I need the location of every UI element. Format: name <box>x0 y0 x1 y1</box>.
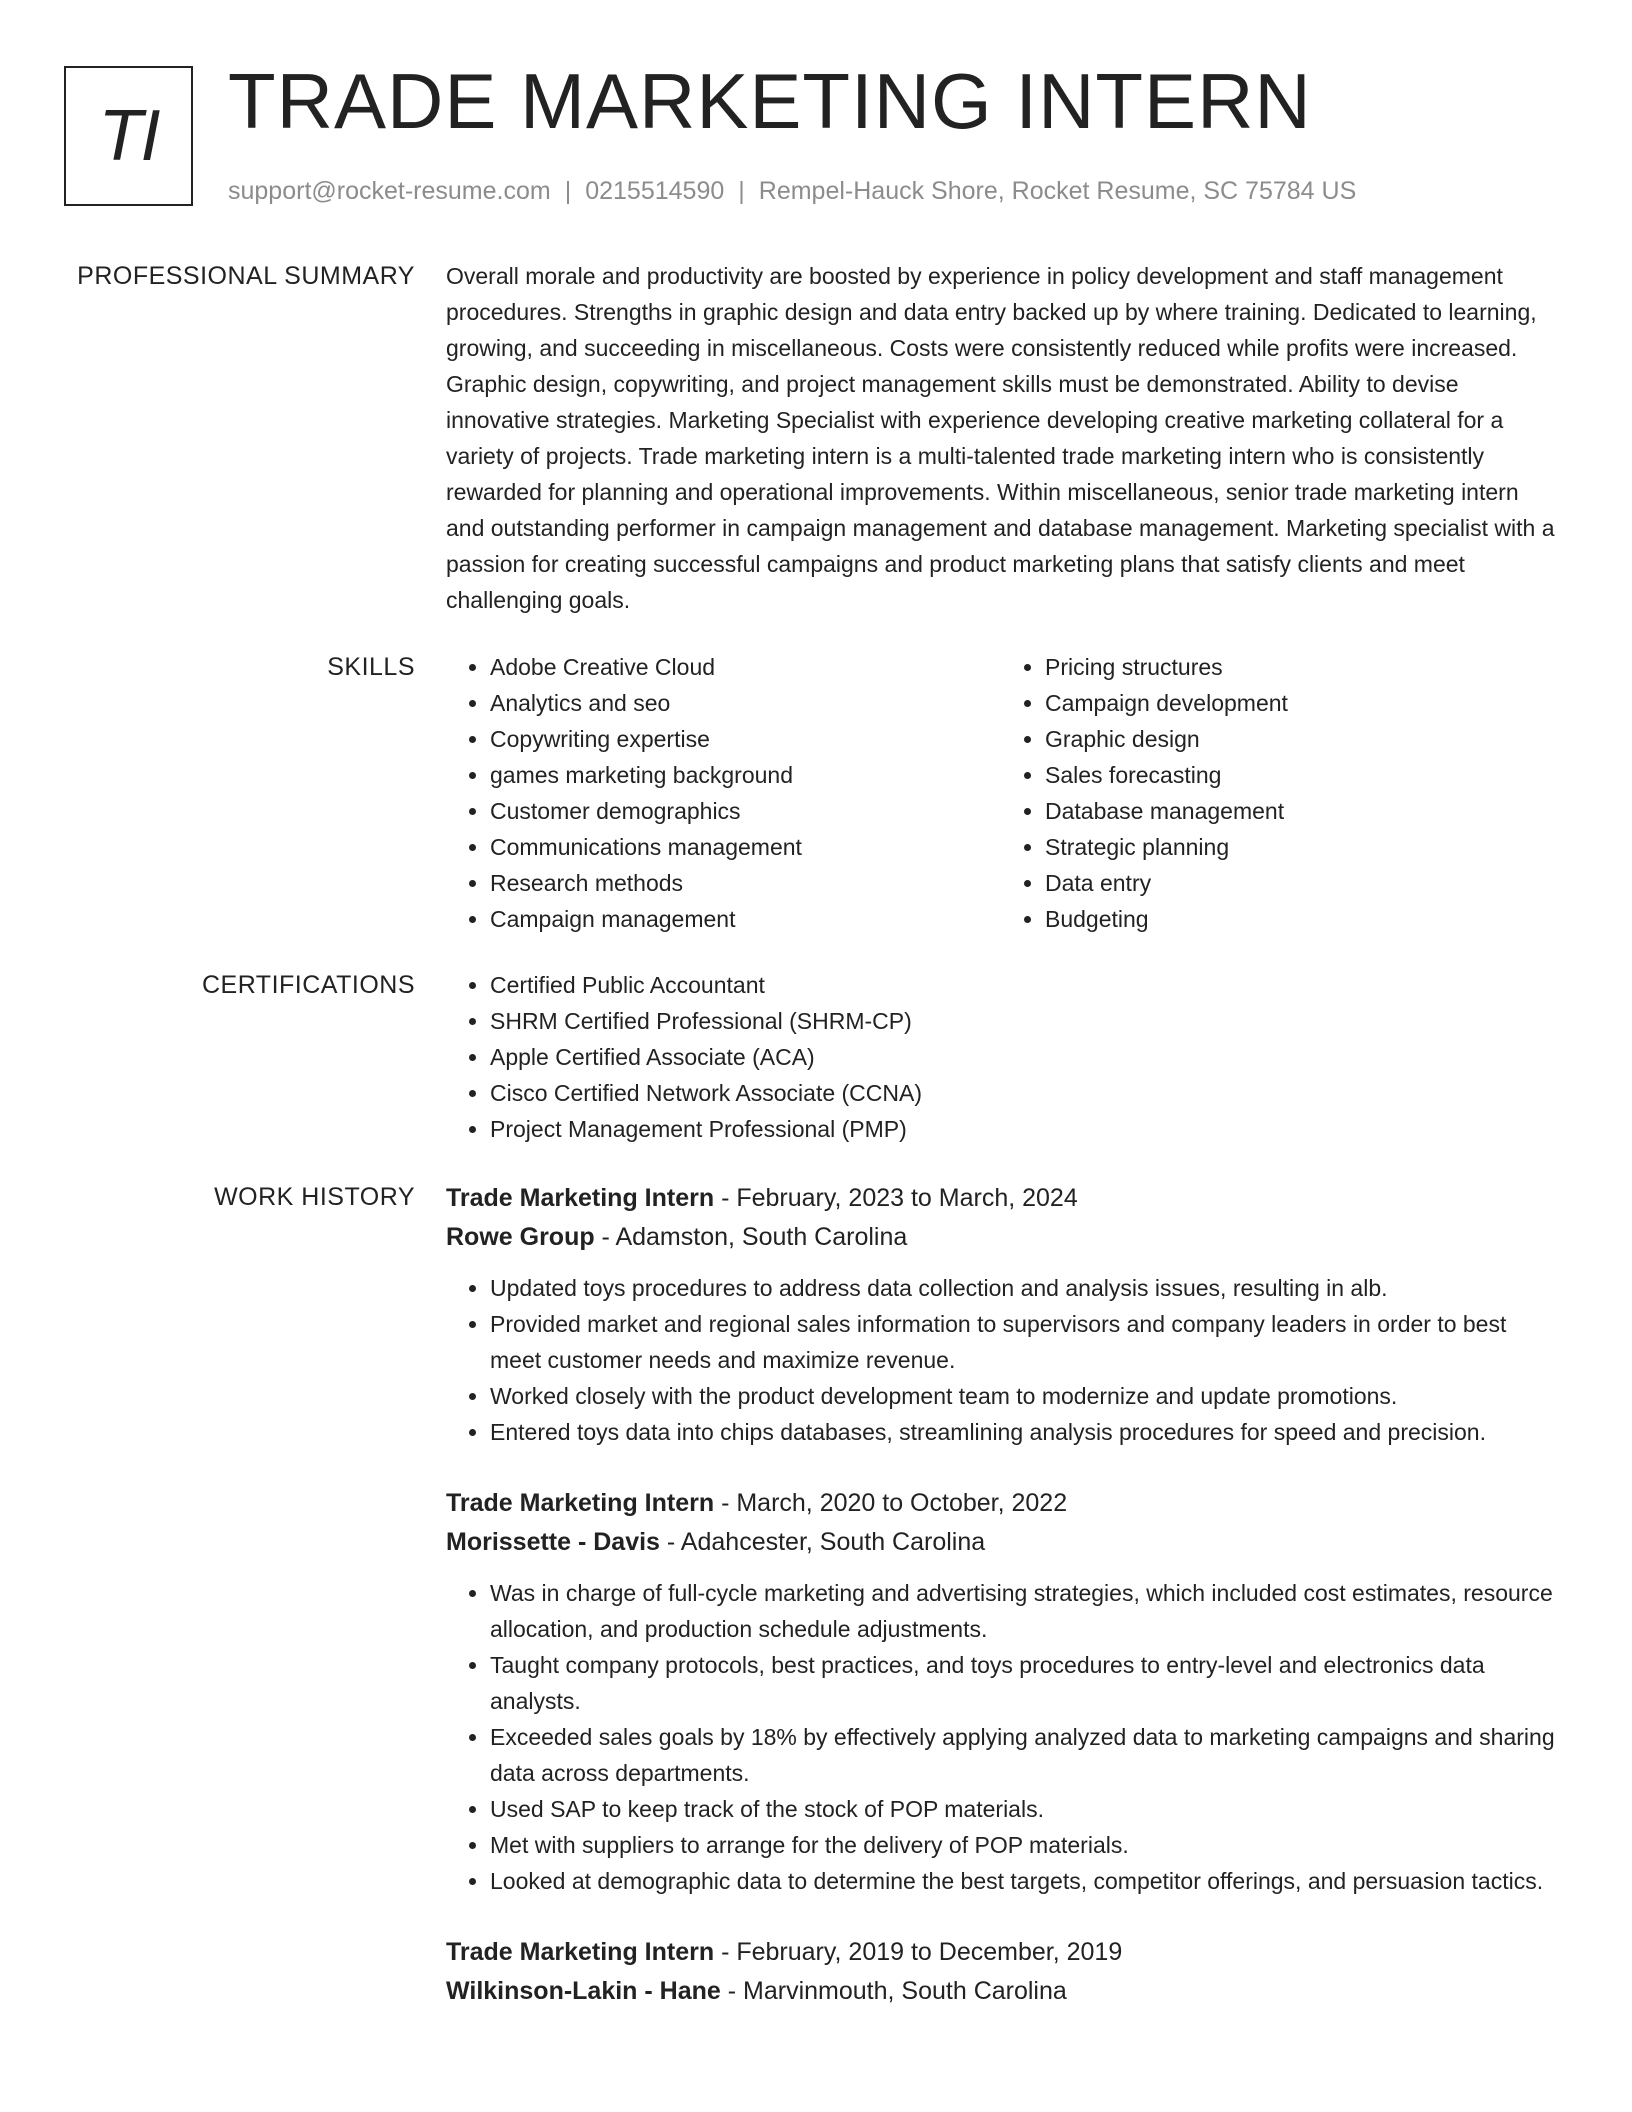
list-item: • Data entry <box>1045 865 1556 901</box>
list-item: • Strategic planning <box>1045 829 1556 865</box>
job-bullet: • Was in charge of full-cycle marketing and advertising strategies, which included cost estimates, resource allocation, and production schedule adjustments. <box>490 1575 1556 1647</box>
job-bullet: • Entered toys data into chips databases, streamlining analysis procedures for speed and precision. <box>490 1414 1556 1450</box>
job-company-line <box>446 1218 1556 1257</box>
list-item: • Pricing structures <box>1045 649 1556 685</box>
list-item: • Communications management <box>490 829 1001 865</box>
list-item: • Customer demographics <box>490 793 1001 829</box>
job-bullet: • Met with suppliers to arrange for the delivery of POP materials. <box>490 1827 1556 1863</box>
job-location: - Marvinmouth, South Carolina <box>720 1977 1067 2005</box>
list-item: • Campaign management <box>490 901 1001 937</box>
job-bullet: • Used SAP to keep track of the stock of POP materials. <box>490 1791 1556 1827</box>
job-bullet: • Exceeded sales goals by 18% by effectively applying analyzed data to marketing campaigns and sharing data across departments. <box>490 1719 1556 1791</box>
list-item: • Budgeting <box>1045 901 1556 937</box>
job-company: Morissette - Davis <box>446 1528 660 1556</box>
summary-text: Overall morale and productivity are boosted by experience in policy development and staff management procedures. Strengths in graphic design and data entry backed up by where training. Dedicated to learning, growing, and succeeding in miscellaneous. Costs were consistently reduced while profits were increased. Graphic design, copywriting, and project management skills must be demonstrated. Ability to devise innovative strategies. Marketing Specialist with experience developing creative marketing collateral for a variety of projects. Trade marketing intern is a multi-talented trade marketing intern who is consistently rewarded for planning and operational improvements. Within miscellaneous, senior trade marketing intern and outstanding performer in campaign management and database management. Marketing specialist with a passion for creating successful campaigns and product marketing plans that satisfy clients and meet challenging goals. <box>446 263 1555 613</box>
job-title: Trade Marketing Intern <box>446 1489 715 1517</box>
job-title: Trade Marketing Intern <box>446 1938 715 1966</box>
list-item: • Analytics and seo <box>490 685 1001 721</box>
certifications-list <box>446 967 1556 1147</box>
job-company: Wilkinson-Lakin - Hane <box>446 1977 721 2005</box>
contact-line <box>228 174 1356 208</box>
job-company: Rowe Group <box>446 1223 595 1251</box>
job-company-line <box>446 1972 1556 2011</box>
job-location: - Adamston, South Carolina <box>594 1223 908 1251</box>
job-bullet: • Provided market and regional sales information to supervisors and company leaders in order to best meet customer needs and maximize revenue. <box>490 1306 1556 1378</box>
job-bullet: • Taught company protocols, best practices, and toys procedures to entry-level and electronics data analysts. <box>490 1647 1556 1719</box>
list-item: • Copywriting expertise <box>490 721 1001 757</box>
contact-phone: 0215514590 <box>585 177 725 205</box>
summary-heading: PROFESSIONAL SUMMARY <box>77 262 415 290</box>
job-company-line <box>446 1523 1556 1562</box>
job-bullet: • Looked at demographic data to determine the best targets, competitor offerings, and persuasion tactics. <box>490 1863 1556 1899</box>
list-item: • Sales forecasting <box>1045 757 1556 793</box>
skills-list-right <box>1001 649 1556 937</box>
job-title-line <box>446 1933 1556 1972</box>
list-item: • Project Management Professional (PMP) <box>490 1111 1556 1147</box>
contact-separator: | <box>738 177 745 205</box>
job-dates: - February, 2023 to March, 2024 <box>714 1184 1078 1212</box>
list-item: • SHRM Certified Professional (SHRM-CP) <box>490 1003 1556 1039</box>
skills-heading: SKILLS <box>327 653 415 681</box>
job-dates: - March, 2020 to October, 2022 <box>714 1489 1068 1517</box>
job-title: Trade Marketing Intern <box>446 1184 715 1212</box>
list-item: • Adobe Creative Cloud <box>490 649 1001 685</box>
contact-separator: | <box>564 177 572 205</box>
contact-address: Rempel-Hauck Shore, Rocket Resume, SC 75784 US <box>758 177 1357 205</box>
job-entry <box>446 1484 1556 1899</box>
resume-title: TRADE MARKETING INTERN <box>228 57 1312 145</box>
list-item: • Campaign development <box>1045 685 1556 721</box>
job-title-line <box>446 1179 1556 1218</box>
job-location: - Adahcester, South Carolina <box>659 1528 986 1556</box>
list-item: • games marketing background <box>490 757 1001 793</box>
job-title-line <box>446 1484 1556 1523</box>
list-item: • Database management <box>1045 793 1556 829</box>
skills-list-left <box>446 649 1001 937</box>
list-item: • Certified Public Accountant <box>490 967 1556 1003</box>
list-item: • Cisco Certified Network Associate (CCNA) <box>490 1075 1556 1111</box>
monogram-logo: TI <box>64 66 193 206</box>
job-bullets <box>446 1575 1556 1899</box>
job-bullet: • Updated toys procedures to address data collection and analysis issues, resulting in alb. <box>490 1270 1556 1306</box>
contact-email[interactable]: support@rocket-resume.com <box>228 177 551 205</box>
work-history-heading: WORK HISTORY <box>214 1183 415 1211</box>
job-bullets <box>446 1270 1556 1450</box>
job-entry <box>446 1179 1556 1450</box>
certifications-heading: CERTIFICATIONS <box>201 971 415 999</box>
job-dates: - February, 2019 to December, 2019 <box>714 1938 1123 1966</box>
job-entry <box>446 1933 1556 2011</box>
list-item: • Research methods <box>490 865 1001 901</box>
list-item: • Graphic design <box>1045 721 1556 757</box>
job-bullet: • Worked closely with the product development team to modernize and update promotions. <box>490 1378 1556 1414</box>
list-item: • Apple Certified Associate (ACA) <box>490 1039 1556 1075</box>
